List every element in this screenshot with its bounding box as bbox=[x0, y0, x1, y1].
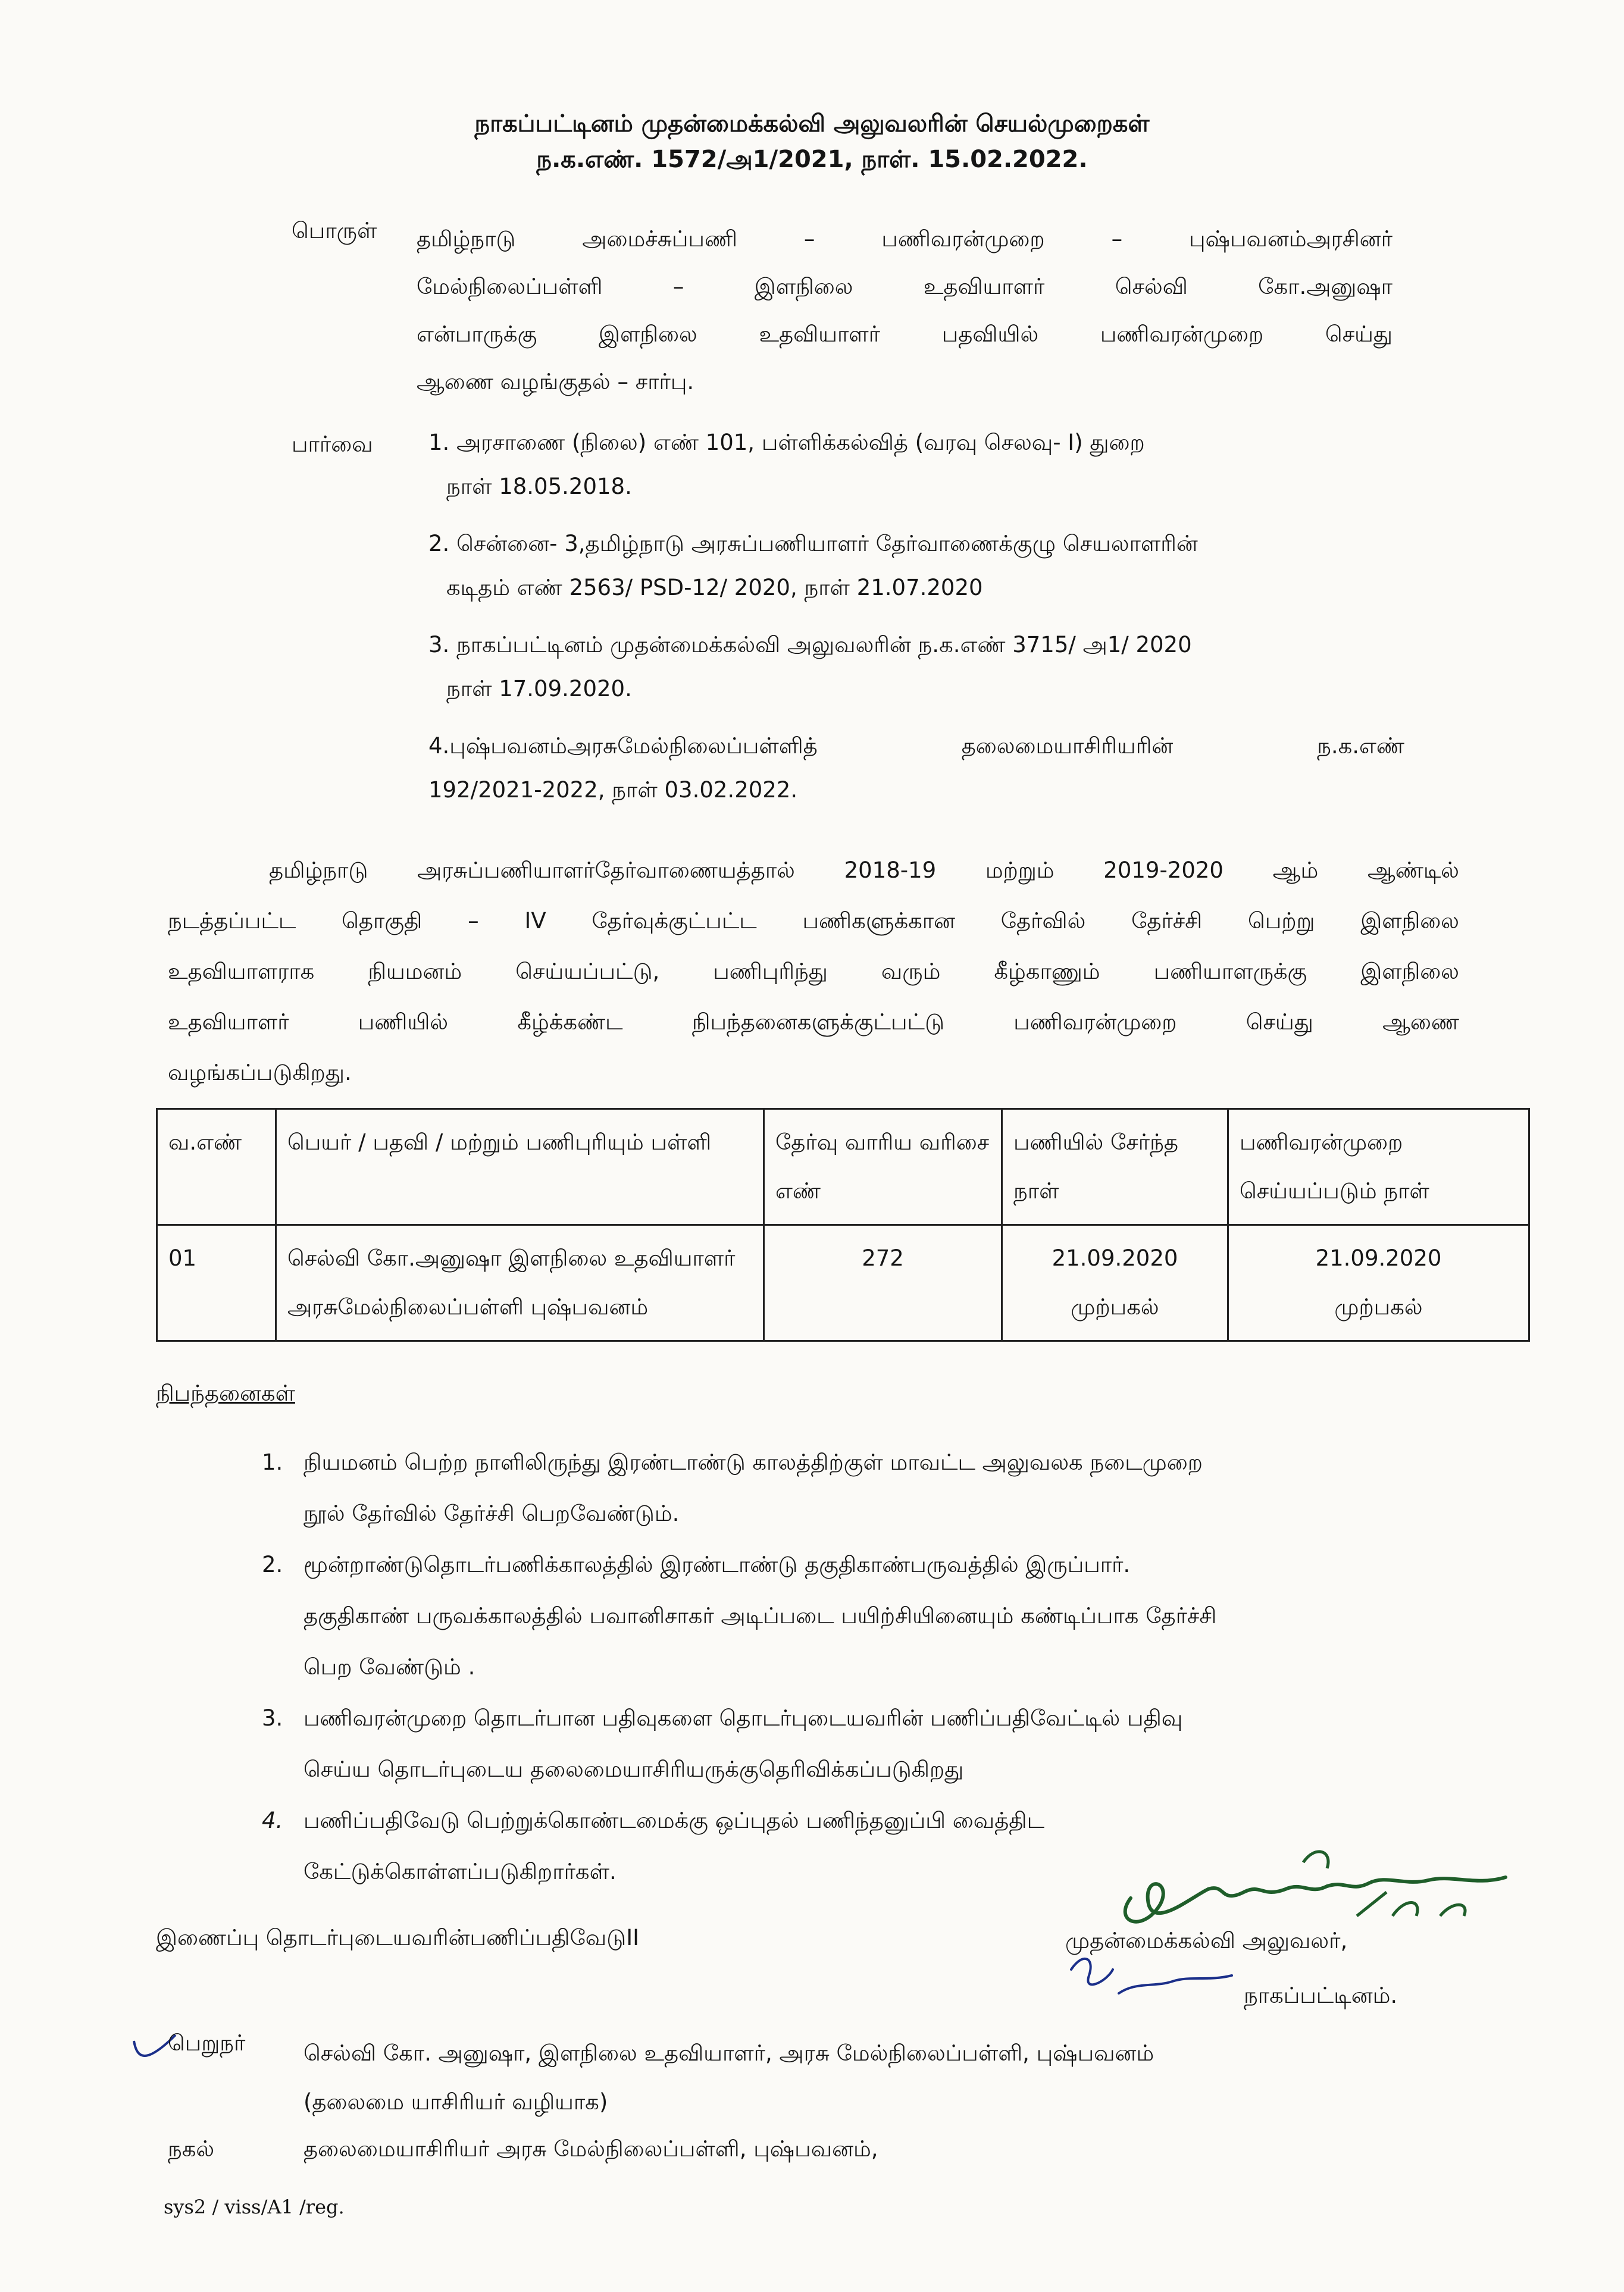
subject-line: மேல்நிலைப்பள்ளி – இளநிலை உதவியாளர் செல்வி கோ.அனுஷா bbox=[417, 274, 1393, 299]
conditions-title: நிபந்தனைகள் bbox=[156, 1380, 295, 1406]
condition-line: தகுதிகாண் பருவக்காலத்தில் பவானிசாகர் அடிப்படை பயிற்சியினையும் கண்டிப்பாக தேர்ச்சி bbox=[303, 1603, 1217, 1629]
condition-line: பணிப்பதிவேடு பெற்றுக்கொண்டமைக்கு ஒப்புதல் பணிந்தனுப்பி வைத்திட bbox=[303, 1808, 1045, 1833]
body-line: உதவியாளராக நியமனம் செய்யப்பட்டு, பணிபுரிந்து வரும் கீழ்காணும் பணியாளருக்கு இளநிலை bbox=[168, 959, 1459, 984]
header-reference-number: ந.க.எண். 1572/அ1/2021, நாள். 15.02.2022. bbox=[536, 146, 1088, 173]
header-title: நாகப்பட்டினம் முதன்மைக்கல்வி அலுவலரின் செயல்முறைகள் bbox=[474, 110, 1150, 137]
subject-line: என்பாருக்கு இளநிலை உதவியாளர் பதவியில் பணிவரன்முறை செய்து bbox=[417, 321, 1393, 347]
col-header-rank: தேர்வு வாரிய வரிசை எண் bbox=[764, 1109, 1002, 1225]
conditions-list bbox=[262, 1437, 1452, 1898]
reg-date: 21.09.2020 bbox=[1315, 1245, 1442, 1271]
signatory-place: நாகப்பட்டினம். bbox=[1244, 1983, 1398, 2008]
col-header-sno: வ.எண் bbox=[157, 1109, 276, 1225]
copy-label: நகல் bbox=[168, 2136, 215, 2162]
condition-line: செய்ய தொடர்புடைய தலைமையாசிரியருக்குதெரிவிக்கப்படுகிறது bbox=[303, 1756, 964, 1782]
reference-item bbox=[428, 530, 1404, 631]
body-line: நடத்தப்பட்ட தொகுதி – IV தேர்வுக்குட்பட்ட பணிகளுக்கான தேர்வில் தேர்ச்சி பெற்று இளநிலை bbox=[168, 908, 1459, 934]
cell-sno: 01 bbox=[157, 1225, 276, 1341]
copy-recipient: தலைமையாசிரியர் அரசு மேல்நிலைப்பள்ளி, புஷ்பவனம், bbox=[303, 2136, 878, 2162]
cell-name: செல்வி கோ.அனுஷா இளநிலை உதவியாளர் அரசுமேல்நிலைப்பள்ளி புஷ்பவனம் bbox=[276, 1225, 764, 1341]
condition-number: 3. bbox=[262, 1705, 283, 1731]
condition-line: கேட்டுக்கொள்ளப்படுகிறார்கள். bbox=[303, 1859, 617, 1884]
reference-item bbox=[428, 732, 1404, 833]
initial-date-scribble bbox=[1065, 1946, 1244, 2011]
body-line: உதவியாளர் பணியில் கீழ்க்கண்ட நிபந்தனைகளுக்குட்பட்டு பணிவரன்முறை செய்து ஆணை bbox=[168, 1009, 1459, 1035]
condition-line: நூல் தேர்வில் தேர்ச்சி பெறவேண்டும். bbox=[303, 1501, 680, 1526]
condition-line: பணிவரன்முறை தொடர்பான பதிவுகளை தொடர்புடையவரின் பணிப்பதிவேட்டில் பதிவு bbox=[303, 1705, 1183, 1731]
condition-item bbox=[262, 1539, 1452, 1693]
reference-item-line: 4.புஷ்பவனம்அரசுமேல்நிலைப்பள்ளித் தலைமையாசிரியரின் ந.க.எண் bbox=[428, 733, 1404, 759]
subject-line: தமிழ்நாடு அமைச்சுப்பணி – பணிவரன்முறை – புஷ்பவனம்அரசினர் bbox=[417, 226, 1393, 252]
join-session: முற்பகல் bbox=[1071, 1294, 1159, 1320]
condition-number: 1. bbox=[262, 1449, 283, 1475]
table-header-row bbox=[157, 1109, 1529, 1225]
reference-label: பார்வை bbox=[292, 431, 373, 457]
body-line: வழங்கப்படுகிறது. bbox=[168, 1060, 352, 1085]
subject-line: ஆணை வழங்குதல் – சார்பு. bbox=[417, 369, 694, 394]
reference-item bbox=[428, 428, 1404, 530]
reference-item-line: 1. அரசாணை (நிலை) எண் 101, பள்ளிக்கல்வித் (வரவு செலவு- I) துறை bbox=[428, 430, 1145, 455]
footer-reference-code: sys2 / viss/A1 /reg. bbox=[164, 2196, 345, 2218]
recipient-line: (தலைமை யாசிரியர் வழியாக) bbox=[303, 2089, 608, 2115]
reference-item bbox=[428, 631, 1404, 732]
regularisation-table bbox=[156, 1108, 1530, 1342]
reference-item-line: 192/2021-2022, நாள் 03.02.2022. bbox=[428, 777, 798, 803]
body-paragraph bbox=[168, 845, 1459, 1098]
cell-reg-date bbox=[1228, 1225, 1529, 1341]
recipient-label: பெறுநர் bbox=[168, 2030, 246, 2056]
reference-item-line: நாள் 17.09.2020. bbox=[446, 676, 632, 702]
reference-item-line: 3. நாகப்பட்டினம் முதன்மைக்கல்வி அலுவலரின் ந.க.எண் 3715/ அ1/ 2020 bbox=[428, 632, 1192, 657]
reg-session: முற்பகல் bbox=[1334, 1294, 1423, 1320]
condition-item bbox=[262, 1693, 1452, 1795]
col-header-join-date: பணியில் சேர்ந்த நாள் bbox=[1002, 1109, 1228, 1225]
reference-item-line: கடிதம் எண் 2563/ PSD-12/ 2020, நாள் 21.07.2020 bbox=[446, 575, 983, 600]
reference-item-line: 2. சென்னை- 3,தமிழ்நாடு அரசுப்பணியாளர் தேர்வாணைக்குழு செயலாளரின் bbox=[428, 531, 1198, 556]
signatory-title: முதன்மைக்கல்வி அலுவலர், bbox=[1065, 1928, 1348, 1953]
condition-line: நியமனம் பெற்ற நாளிலிருந்து இரண்டாண்டு காலத்திற்குள் மாவட்ட அலுவலக நடைமுறை bbox=[303, 1449, 1203, 1475]
enclosure-note: இணைப்பு தொடர்புடையவரின்பணிப்பதிவேடுII bbox=[156, 1925, 640, 1950]
condition-line: மூன்றாண்டுதொடர்பணிக்காலத்தில் இரண்டாண்டு தகுதிகாண்பருவத்தில் இருப்பார். bbox=[303, 1552, 1131, 1577]
table-row bbox=[157, 1225, 1529, 1341]
cell-rank: 272 bbox=[764, 1225, 1002, 1341]
recipient-line: செல்வி கோ. அனுஷா, இளநிலை உதவியாளர், அரசு மேல்நிலைப்பள்ளி, புஷ்பவனம் bbox=[303, 2040, 1154, 2066]
recipient-block bbox=[303, 2029, 1154, 2127]
cell-join-date bbox=[1002, 1225, 1228, 1341]
body-line: தமிழ்நாடு அரசுப்பணியாளர்தேர்வாணையத்தால் 2018-19 மற்றும் 2019-2020 ஆம் ஆண்டில் bbox=[269, 857, 1459, 883]
condition-item bbox=[262, 1437, 1452, 1539]
col-header-name: பெயர் / பதவி / மற்றும் பணிபுரியும் பள்ளி bbox=[276, 1109, 764, 1225]
reference-list bbox=[428, 428, 1404, 833]
join-date: 21.09.2020 bbox=[1052, 1245, 1178, 1271]
subject-body bbox=[417, 215, 1393, 406]
subject-label: பொருள் bbox=[292, 218, 377, 243]
condition-number: 2. bbox=[262, 1552, 283, 1577]
reference-item-line: நாள் 18.05.2018. bbox=[446, 474, 632, 499]
col-header-reg-date: பணிவரன்முறை செய்யப்படும் நாள் bbox=[1228, 1109, 1529, 1225]
condition-number: 4. bbox=[262, 1808, 283, 1833]
condition-line: பெற வேண்டும் . bbox=[303, 1654, 475, 1680]
